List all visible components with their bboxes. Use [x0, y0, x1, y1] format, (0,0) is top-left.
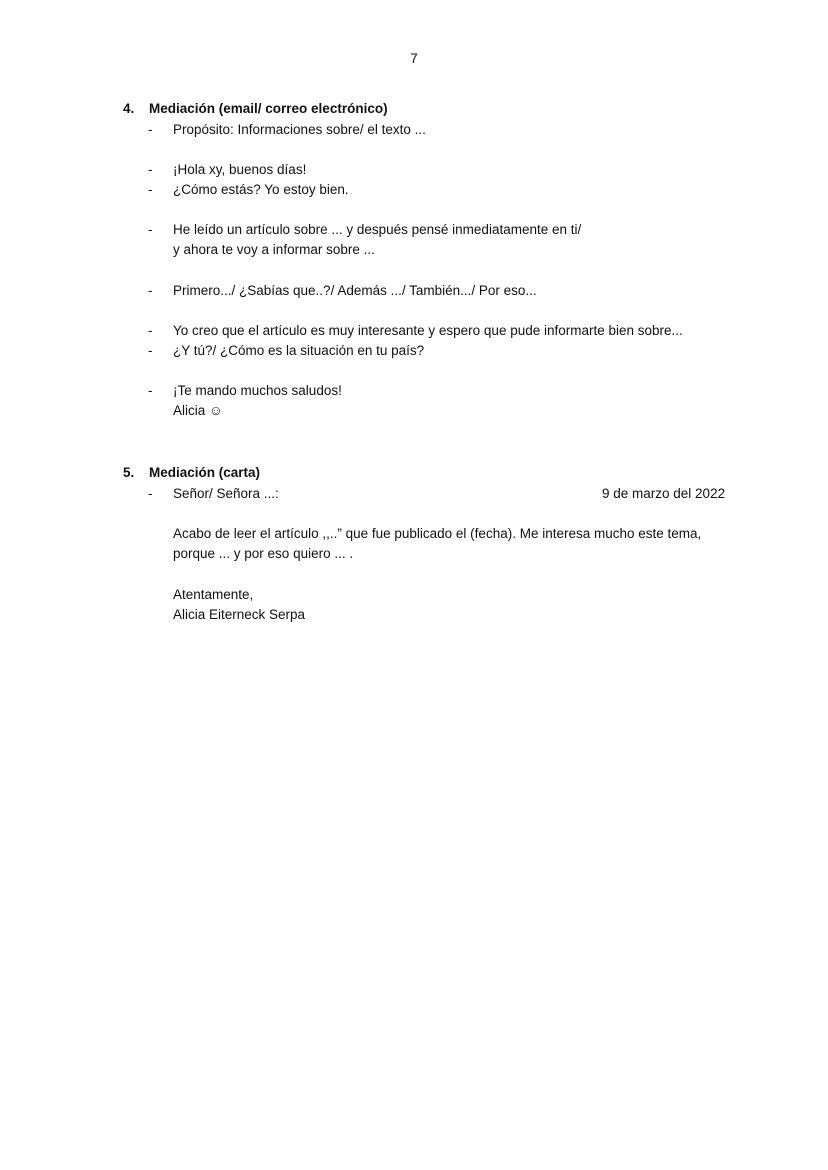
bullet-dash: - [148, 486, 153, 501]
page-number: 7 [410, 51, 418, 66]
letter-signature: Alicia Eiterneck Serpa [173, 607, 306, 622]
letter-body-line: porque ... y por eso quiero ... . [173, 546, 354, 561]
letter-salutation: Señor/ Señora ...: [173, 486, 279, 501]
letter-date: 9 de marzo del 2022 [602, 486, 726, 501]
list-item: Propósito: Informaciones sobre/ el texto ... [173, 122, 426, 137]
section-5-number: 5. [123, 465, 135, 480]
list-item: Yo creo que el artículo es muy interesante y espero que pude informarte bien sobre... [173, 323, 683, 338]
bullet-dash: - [148, 222, 153, 237]
list-item: ¡Te mando muchos saludos! [173, 383, 342, 398]
list-item: ¡Hola xy, buenos días! [173, 162, 307, 177]
list-item-continuation: y ahora te voy a informar sobre ... [173, 242, 375, 257]
list-item: ¿Cómo estás? Yo estoy bien. [173, 182, 349, 197]
bullet-dash: - [148, 383, 153, 398]
letter-body-line: Acabo de leer el artículo ,,..” que fue publicado el (fecha). Me interesa mucho este tema, [173, 526, 702, 541]
section-4-title: Mediación (email/ correo electrónico) [149, 101, 388, 116]
section-4-number: 4. [123, 101, 135, 116]
bullet-dash: - [148, 343, 153, 358]
bullet-dash: - [148, 182, 153, 197]
list-item: He leído un artículo sobre ... y después pensé inmediatamente en ti/ [173, 222, 582, 237]
list-item: ¿Y tú?/ ¿Cómo es la situación en tu país? [173, 343, 425, 358]
bullet-dash: - [148, 283, 153, 298]
list-item: Primero.../ ¿Sabías que..?/ Además .../ También.../ Por eso... [173, 283, 537, 298]
letter-closing: Atentamente, [173, 587, 254, 602]
list-item-continuation: Alicia ☺ [173, 403, 223, 418]
section-5-title: Mediación (carta) [149, 465, 261, 480]
bullet-dash: - [148, 122, 153, 137]
bullet-dash: - [148, 162, 153, 177]
bullet-dash: - [148, 323, 153, 338]
